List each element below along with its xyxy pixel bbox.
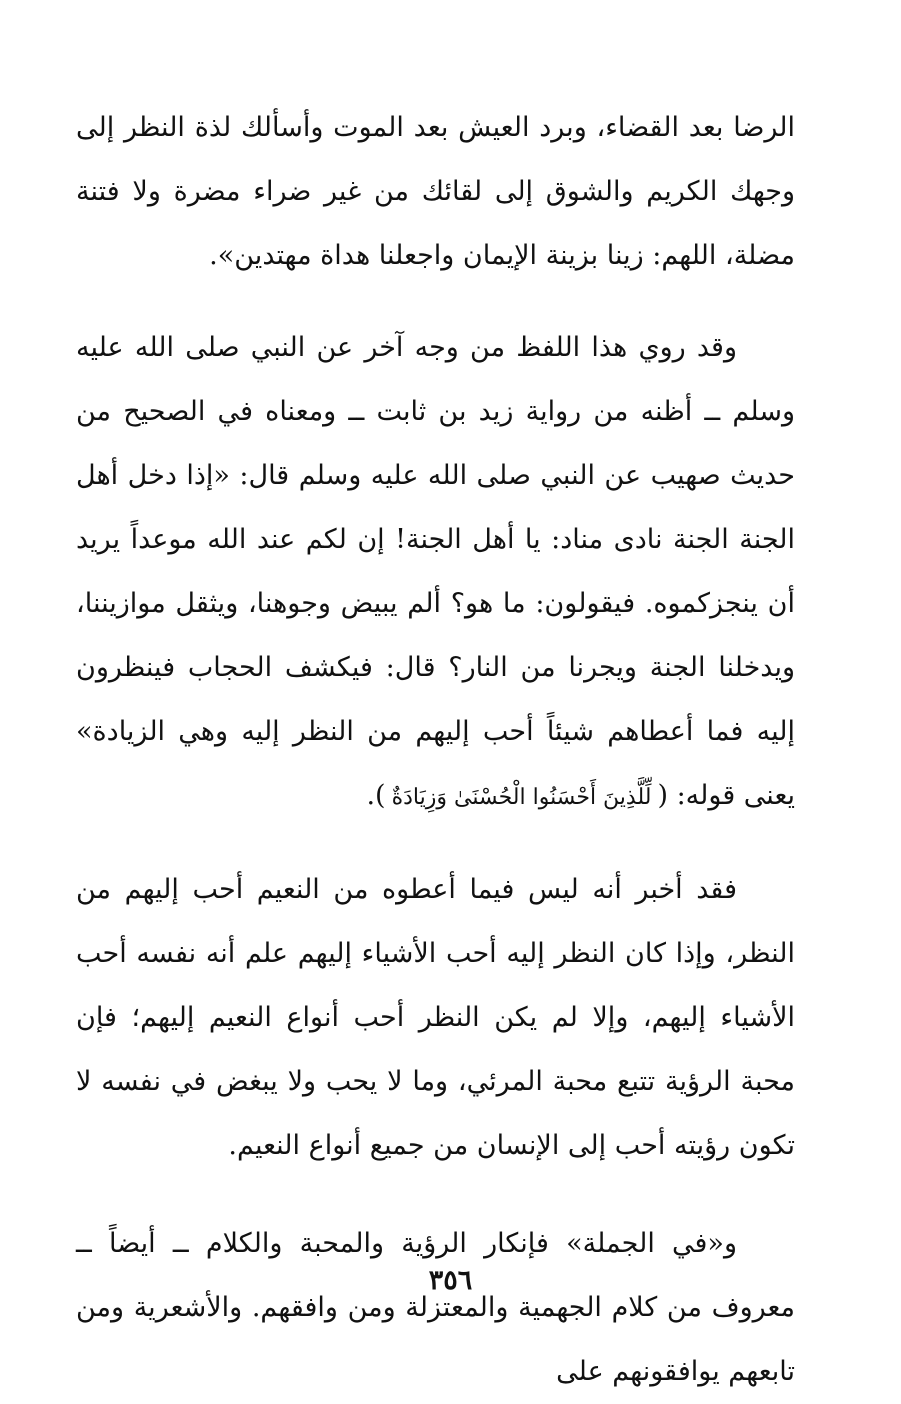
paragraph-hadith-tail: ). <box>366 780 386 811</box>
paragraph-continuation: الرضا بعد القضاء، وبرد العيش بعد الموت وأسألك لذة النظر إلى وجهك الكريم والشوق إلى لقائك من غير ضراء مضرة ولا فتنة مضلة، اللهم: زينا بزينة الإيمان واجعلنا هداة مهتدين». <box>76 112 795 271</box>
paragraph-gap <box>76 288 795 316</box>
paragraph-gap <box>76 1178 795 1212</box>
page-number: ٣٥٦ <box>428 1265 473 1296</box>
paragraph-hadith-text: وقد روي هذا اللفظ من وجه آخر عن النبي صلى الله عليه وسلم ــ أظنه من رواية زيد بن ثابت ــ ومعناه في الصحيح من حديث صهيب عن النبي صلى الله عليه وسلم قال: «إذا دخل أهل الجنة الجنة نادى مناد: يا أهل الجنة! إن لكم عند الله موعداً يريد أن ينجزكموه. فيقولون: ما هو؟ ألم يبيض وجوهنا، ويثقل موازيننا، ويدخلنا الجنة ويجرنا من النار؟ قال: فيكشف الحجاب فينظرون إليه فما أعطاهم شيئاً أحب إليهم من النظر إليه وهي الزيادة» يعنى قوله: ( <box>76 332 795 811</box>
quran-verse: لِّلَّذِينَ أَحْسَنُوا الْحُسْنَىٰ وَزِيَادَةٌ <box>391 785 652 810</box>
paragraph-gap <box>76 830 795 858</box>
paragraph-conclusion: و«في الجملة» فإنكار الرؤية والمحبة والكلام ــ أيضاً ــ معروف من كلام الجهمية والمعتزلة ومن وافقهم. والأشعرية ومن تابعهم يوافقونهم على <box>76 1228 795 1387</box>
paragraph-argument: فقد أخبر أنه ليس فيما أعطوه من النعيم أحب إليهم من النظر، وإذا كان النظر إليه أحب الأشياء إليهم علم أنه نفسه أحب الأشياء إليهم، وإلا لم يكن النظر أحب أنواع النعيم إليهم؛ فإن محبة الرؤية تتبع محبة المرئي، وما لا يحب ولا يبغض في نفسه لا تكون رؤيته أحب إلى الإنسان من جميع أنواع النعيم. <box>76 874 795 1161</box>
paragraph-hadith <box>76 316 795 830</box>
